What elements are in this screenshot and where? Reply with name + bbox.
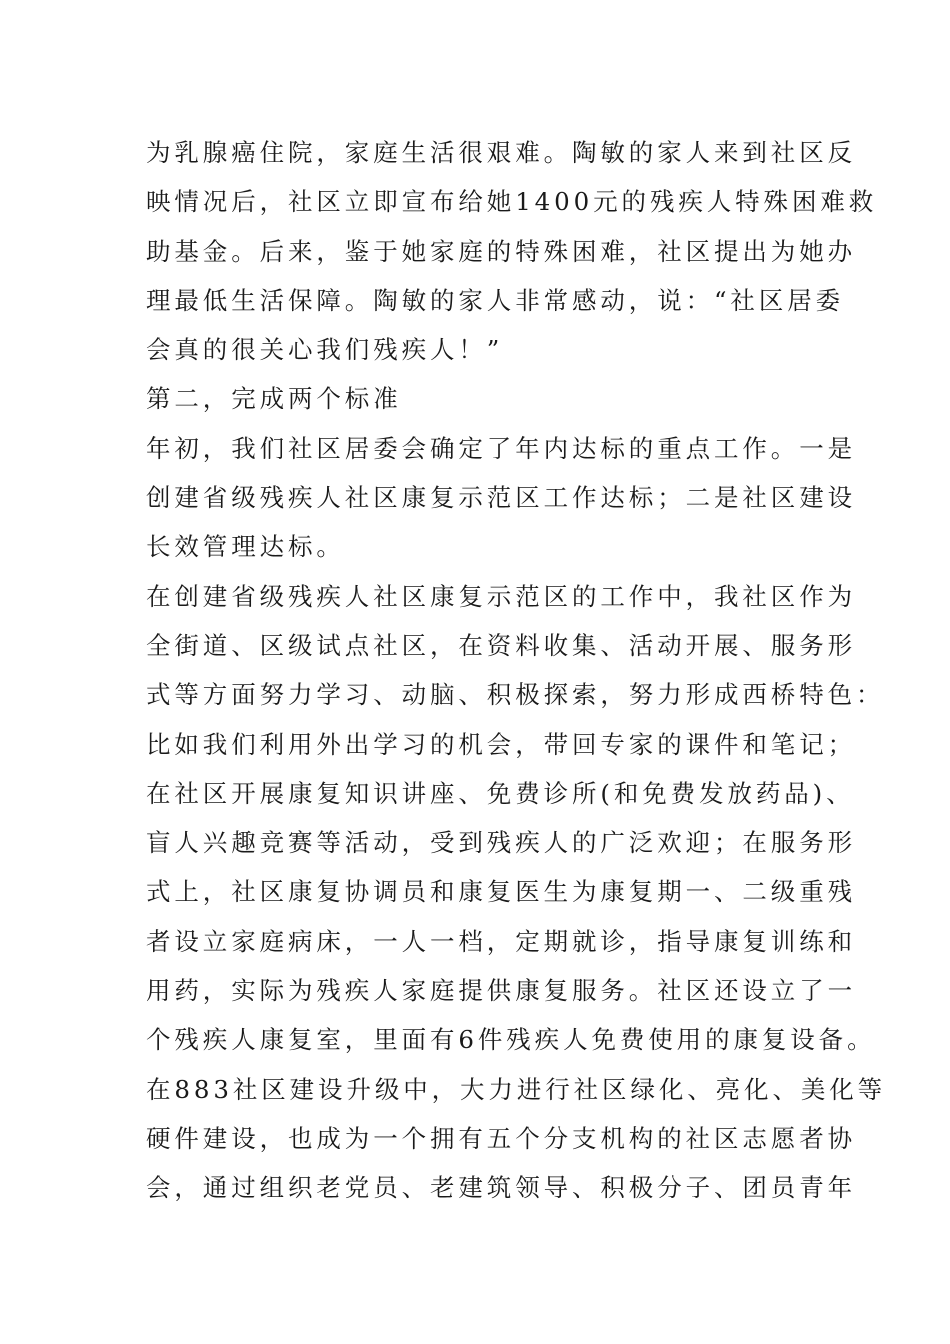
text-line: 理最低生活保障。陶敏的家人非常感动，说：“社区居委 bbox=[146, 285, 845, 315]
text-line: 为乳腺癌住院，家庭生活很艰难。陶敏的家人来到社区反 bbox=[146, 138, 856, 167]
text-line: 在883社区建设升级中，大力进行社区绿化、亮化、美化等 bbox=[146, 1074, 887, 1104]
text-line: 者设立家庭病床，一人一档，定期就诊，指导康复训练和 bbox=[146, 926, 856, 956]
text-line: 全街道、区级试点社区，在资料收集、活动开展、服务形 bbox=[146, 630, 856, 660]
text-line: 映情况后，社区立即宣布给她1400元的残疾人特殊困难救 bbox=[146, 187, 878, 217]
text-line: 盲人兴趣竞赛等活动，受到残疾人的广泛欢迎；在服务形 bbox=[146, 828, 856, 858]
text-line: 硬件建设，也成为一个拥有五个分支机构的社区志愿者协 bbox=[146, 1123, 856, 1153]
text-line: 创建省级残疾人社区康复示范区工作达标；二是社区建设 bbox=[146, 483, 856, 513]
section-heading: 第二，完成两个标准 bbox=[146, 384, 402, 414]
text-line: 会真的很关心我们残疾人！” bbox=[146, 335, 504, 365]
text-line: 在社区开展康复知识讲座、免费诊所(和免费发放药品)、 bbox=[146, 778, 855, 808]
text-line: 式等方面努力学习、动脑、积极探索，努力形成西桥特色： bbox=[146, 680, 885, 710]
text-line: 会，通过组织老党员、老建筑领导、积极分子、团员青年 bbox=[146, 1173, 856, 1203]
text-line: 个残疾人康复室，里面有6件残疾人免费使用的康复设备。 bbox=[146, 1025, 876, 1055]
text-line: 比如我们利用外出学习的机会，带回专家的课件和笔记； bbox=[146, 729, 856, 759]
text-line: 在创建省级残疾人社区康复示范区的工作中，我社区作为 bbox=[146, 581, 856, 611]
body-text bbox=[146, 128, 887, 1213]
text-line: 用药，实际为残疾人家庭提供康复服务。社区还设立了一 bbox=[146, 976, 856, 1006]
text-line: 式上，社区康复协调员和康复医生为康复期一、二级重残 bbox=[146, 877, 856, 907]
text-line: 助基金。后来，鉴于她家庭的特殊困难，社区提出为她办 bbox=[146, 236, 856, 266]
text-line: 年初，我们社区居委会确定了年内达标的重点工作。一是 bbox=[146, 433, 856, 463]
text-line: 长效管理达标。 bbox=[146, 532, 345, 562]
